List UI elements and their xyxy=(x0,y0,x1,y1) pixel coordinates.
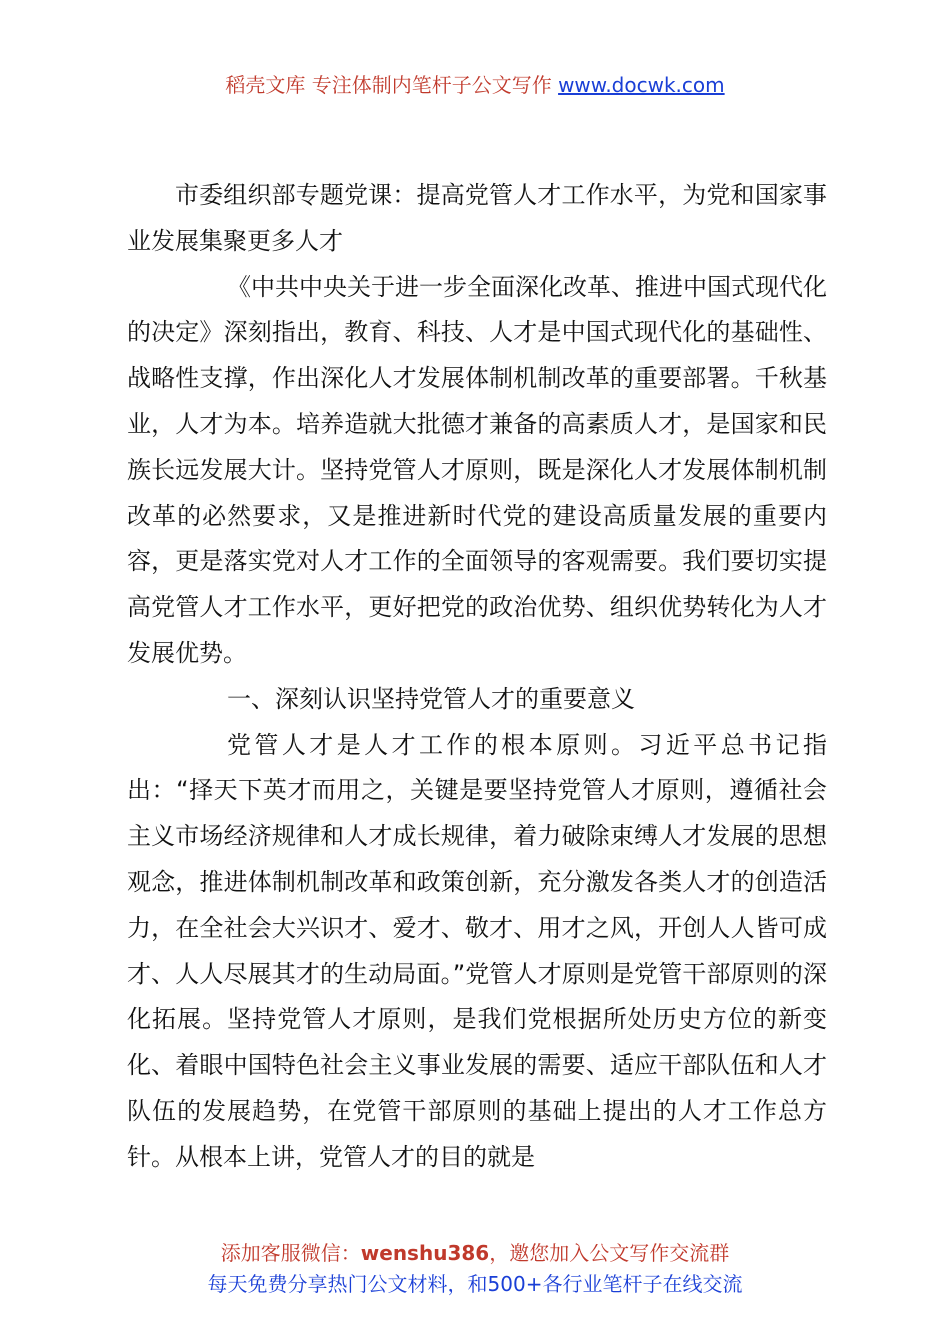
page-header xyxy=(0,70,950,100)
paragraph-intro: 《中共中央关于进一步全面深化改革、推进中国式现代化的决定》深刻指出，教育、科技、人才是中国式现代化的基础性、战略性支撑，作出深化人才发展体制机制改革的重要部署。千秋基业，人才为本。培养造就大批德才兼备的高素质人才，是国家和民族长远发展大计。坚持党管人才原则，既是深化人才发展体制机制改革的必然要求，又是推进新时代党的建设高质量发展的重要内容，更是落实党对人才工作的全面领导的客观需要。我们要切实提高党管人才工作水平，更好把党的政治优势、组织优势转化为人才发展优势。 xyxy=(127,272,827,667)
header-brand: 稻壳文库 专注体制内笔杆子公文写作 xyxy=(225,73,552,97)
footer-line-1 xyxy=(0,1238,950,1269)
document-body xyxy=(127,173,827,1181)
document-title: 市委组织部专题党课：提高党管人才工作水平，为党和国家事业发展集聚更多人才 xyxy=(127,181,827,255)
footer-wechat-id: wenshu386 xyxy=(360,1241,490,1265)
footer-wechat-prefix: 添加客服微信： xyxy=(220,1241,361,1265)
footer-line-2: 每天免费分享热门公文材料，和500+各行业笔杆子在线交流 xyxy=(207,1272,743,1296)
section-heading-1: 一、深刻认识坚持党管人才的重要意义 xyxy=(227,684,635,713)
paragraph-section-1: 党管人才是人才工作的根本原则。习近平总书记指出：“择天下英才而用之，关键是要坚持党管人才原则，遵循社会主义市场经济规律和人才成长规律，着力破除束缚人才发展的思想观念，推进体制机制改革和政策创新，充分激发各类人才的创造活力，在全社会大兴识才、爱才、敬才、用才之风，开创人人皆可成才、人人尽展其才的生动局面。”党管人才原则是党管干部原则的深化拓展。坚持党管人才原则，是我们党根据所处历史方位的新变化、着眼中国特色社会主义事业发展的需要、适应干部队伍和人才队伍的发展趋势，在党管干部原则的基础上提出的人才工作总方针。从根本上讲，党管人才的目的就是 xyxy=(127,730,827,1171)
header-url-link[interactable]: www.docwk.com xyxy=(558,73,725,97)
page-footer xyxy=(0,1238,950,1300)
footer-wechat-suffix: ，邀您加入公文写作交流群 xyxy=(489,1241,730,1265)
